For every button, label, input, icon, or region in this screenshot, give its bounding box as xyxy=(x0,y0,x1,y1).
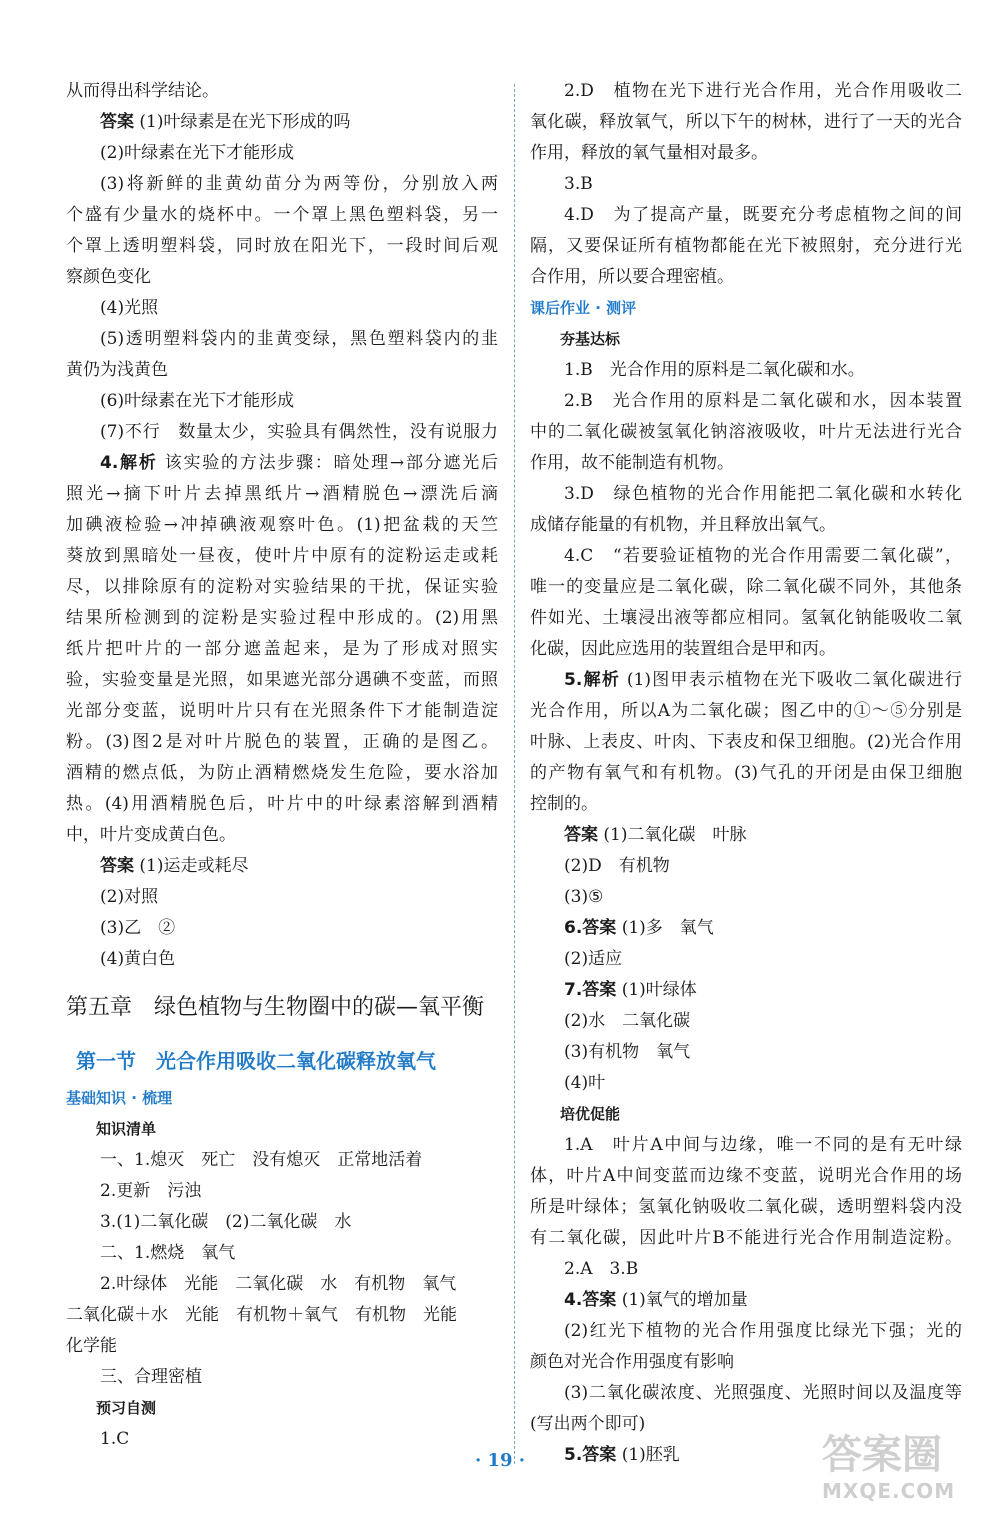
answer-label: 答案 xyxy=(100,112,134,132)
text-line: (4)光照 xyxy=(100,298,159,318)
answer-label: 6.答案 xyxy=(564,918,617,938)
text-line: (写出两个即可) xyxy=(530,1414,646,1434)
text-line: 唯一的变量应是二氧化碳，除二氧化碳不同外，其他条 xyxy=(530,577,962,597)
answer-label: 4.答案 xyxy=(564,1290,617,1310)
section-title: 第一节 光合作用吸收二氧化碳释放氧气 xyxy=(76,1049,436,1073)
answer-label: 4.解析 xyxy=(100,453,158,473)
text-line: 2.B 光合作用的原料是二氧化碳和水，因本装置 xyxy=(564,391,962,411)
text-line: 体，叶片A中间变蓝而边缘不变蓝，说明光合作用的场 xyxy=(530,1166,962,1186)
text-line: 个罩上透明塑料袋，同时放在阳光下，一段时间后观 xyxy=(66,236,498,256)
answer-label: 5.解析 xyxy=(564,670,621,690)
text-line: 察颜色变化 xyxy=(66,267,151,287)
watermark-url: MXQE.COM xyxy=(822,1479,956,1503)
text-line: 控制的。 xyxy=(530,794,598,814)
answer-line xyxy=(66,107,498,138)
answer-line xyxy=(530,913,962,944)
text-line: 光合作用，所以A为二氧化碳；图乙中的①～⑤分别是 xyxy=(530,701,962,721)
text-line: 热。(4)用酒精脱色后，叶片中的叶绿素溶解到酒精 xyxy=(66,794,498,814)
answer-text: (1)胚乳 xyxy=(616,1445,680,1465)
text-line: 作用，故不能制造有机物。 xyxy=(530,453,734,473)
text-line: 酒精的燃点低，为防止酒精燃烧发生危险，要水浴加 xyxy=(66,763,498,783)
text-line: (2)水 二氧化碳 xyxy=(564,1011,691,1031)
text-line: 葵放到黑暗处一昼夜，使叶片中原有的淀粉运走或耗 xyxy=(66,546,498,566)
answer-label: 5.答案 xyxy=(564,1445,617,1465)
text-line: 颜色对光合作用强度有影响 xyxy=(530,1352,734,1372)
text-line: (5)透明塑料袋内的韭黄变绿，黑色塑料袋内的韭 xyxy=(100,329,498,349)
answer-label: 7.答案 xyxy=(564,980,617,1000)
subheading: 预习自测 xyxy=(96,1399,157,1417)
text-line: (2)适应 xyxy=(564,949,623,969)
section-label: 课后作业 · 测评 xyxy=(530,299,637,317)
text-line: 结果所检测到的淀粉是实验过程中形成的。(2)用黑 xyxy=(66,608,498,628)
text-line: 2.D 植物在光下进行光合作用，光合作用吸收二 xyxy=(564,81,962,101)
text-line: 加碘液检验→冲掉碘液观察叶色。(1)把盆栽的天竺 xyxy=(66,515,498,535)
text-line: 3.B xyxy=(564,174,593,194)
text-line: 3.(1)二氧化碳 (2)二氧化碳 水 xyxy=(100,1212,352,1232)
text-line: (3)二氧化碳浓度、光照强度、光照时间以及温度等 xyxy=(564,1383,962,1403)
text-line: (7)不行 数量太少，实验具有偶然性，没有说服力 xyxy=(100,422,498,442)
text-line: 成储存能量的有机物，并且释放出氧气。 xyxy=(530,515,836,535)
text-line: 4.D 为了提高产量，既要充分考虑植物之间的间 xyxy=(564,205,962,225)
subheading: 夯基达标 xyxy=(560,330,621,348)
answer-text: (1)运走或耗尽 xyxy=(134,856,249,876)
text-line: (2)对照 xyxy=(100,887,159,907)
text-line: 的产物有氧气和有机物。(3)气孔的开闭是由保卫细胞 xyxy=(530,763,962,783)
text-line: 从而得出科学结论。 xyxy=(66,81,219,101)
text-line: 纸片把叶片的一部分遮盖起来，是为了形成对照实 xyxy=(66,639,498,659)
text-line: 1.B 光合作用的原料是二氧化碳和水。 xyxy=(564,360,865,380)
answer-line xyxy=(530,665,962,696)
text-line: 2.叶绿体 光能 二氧化碳 水 有机物 氧气 xyxy=(100,1274,457,1294)
text-line: 三、合理密植 xyxy=(100,1367,202,1387)
text-line: 化学能 xyxy=(66,1336,117,1356)
text-line: 合作用，所以要合理密植。 xyxy=(530,267,734,287)
watermark-logo xyxy=(822,1432,990,1514)
text-line: 件如光、土壤浸出液等都应相同。氢氧化钠能吸收二氧 xyxy=(530,608,962,628)
answer-label: 答案 xyxy=(564,825,598,845)
answer-text: (1)图甲表示植物在光下吸收二氧化碳进行 xyxy=(620,670,962,690)
text-line: 二、1.燃烧 氧气 xyxy=(100,1243,236,1263)
text-line: 一、1.熄灭 死亡 没有熄灭 正常地活着 xyxy=(100,1150,423,1170)
text-line: 所是叶绿体；氢氧化钠吸收二氧化碳，透明塑料袋内没 xyxy=(530,1197,962,1217)
answer-text: (1)氧气的增加量 xyxy=(616,1290,748,1310)
page-number: · 19 · xyxy=(474,1450,526,1471)
text-line: 氧化碳，释放氧气，所以下午的树林，进行了一天的光合 xyxy=(530,112,962,132)
text-line: 有二氧化碳，因此叶片B不能进行光合作用制造淀粉。 xyxy=(530,1228,962,1248)
text-line: 照光→摘下叶片去掉黑纸片→酒精脱色→漂洗后滴 xyxy=(66,484,498,504)
text-line: 作用，释放的氧气量相对最多。 xyxy=(530,143,768,163)
subheading: 培优促能 xyxy=(560,1105,621,1123)
answer-line xyxy=(66,448,498,479)
text-line: 叶脉、上表皮、叶肉、下表皮和保卫细胞。(2)光合作用 xyxy=(530,732,962,752)
text-line: (4)黄白色 xyxy=(100,949,176,969)
text-line: (3)有机物 氧气 xyxy=(564,1042,691,1062)
text-line: (3)乙 ② xyxy=(100,918,176,938)
answer-text: (1)叶绿体 xyxy=(616,980,697,1000)
text-line: (2)叶绿素在光下才能形成 xyxy=(100,143,295,163)
answer-line xyxy=(530,1285,962,1316)
text-line: 验，实验变量是光照，如果遮光部分遇碘不变蓝，而照 xyxy=(66,670,498,690)
text-line: 二氧化碳＋水 光能 有机物＋氧气 有机物 光能 xyxy=(66,1305,457,1325)
chapter-title: 第五章 绿色植物与生物圈中的碳—氧平衡 xyxy=(66,995,485,1020)
text-line: (6)叶绿素在光下才能形成 xyxy=(100,391,295,411)
text-line: 3.D 绿色植物的光合作用能把二氧化碳和水转化 xyxy=(564,484,962,504)
right-column xyxy=(530,76,962,1471)
text-line: (4)叶 xyxy=(564,1073,606,1093)
text-line: 个盛有少量水的烧杯中。一个罩上黑色塑料袋，另一 xyxy=(66,205,498,225)
answer-line xyxy=(530,975,962,1006)
answer-text: (1)叶绿素是在光下形成的吗 xyxy=(134,112,351,132)
text-line: 中，叶片变成黄白色。 xyxy=(66,825,236,845)
answer-text: 该实验的方法步骤：暗处理→部分遮光后 xyxy=(157,453,498,473)
text-line: 光部分变蓝，说明叶片只有在光照条件下才能制造淀 xyxy=(66,701,498,721)
text-line: 隔，又要保证所有植物都能在光下被照射，充分进行光 xyxy=(530,236,962,256)
text-line: 2.A 3.B xyxy=(564,1259,639,1279)
text-line: (2)红光下植物的光合作用强度比绿光下强；光的 xyxy=(564,1321,962,1341)
text-line: 2.更新 污浊 xyxy=(100,1181,202,1201)
section-label: 基础知识 · 梳理 xyxy=(66,1089,173,1107)
watermark-text: 答案圈 xyxy=(822,1432,942,1478)
text-line: 1.A 叶片A中间与边缘，唯一不同的是有无叶绿 xyxy=(564,1135,962,1155)
text-line: 化碳，因此应选用的装置组合是甲和丙。 xyxy=(530,639,836,659)
subheading: 知识清单 xyxy=(96,1120,157,1138)
text-line: 1.C xyxy=(100,1429,130,1449)
answer-text: (1)二氧化碳 叶脉 xyxy=(598,825,747,845)
text-line: 粉。(3)图2是对叶片脱色的装置，正确的是图乙。 xyxy=(66,732,498,752)
column-divider xyxy=(514,84,515,1464)
text-line: 4.C “若要验证植物的光合作用需要二氧化碳”， xyxy=(564,546,962,566)
text-line: 中的二氧化碳被氢氧化钠溶液吸收，叶片无法进行光合 xyxy=(530,422,962,442)
text-line: (2)D 有机物 xyxy=(564,856,670,876)
answer-line xyxy=(530,820,962,851)
left-column xyxy=(66,76,498,1455)
text-line: 尽，以排除原有的淀粉对实验结果的干扰，保证实验 xyxy=(66,577,498,597)
text-line: (3)⑤ xyxy=(564,887,604,907)
answer-line xyxy=(66,851,498,882)
answer-text: (1)多 氧气 xyxy=(616,918,714,938)
text-line: 黄仍为浅黄色 xyxy=(66,360,168,380)
answer-label: 答案 xyxy=(100,856,134,876)
text-line: (3)将新鲜的韭黄幼苗分为两等份，分别放入两 xyxy=(100,174,498,194)
